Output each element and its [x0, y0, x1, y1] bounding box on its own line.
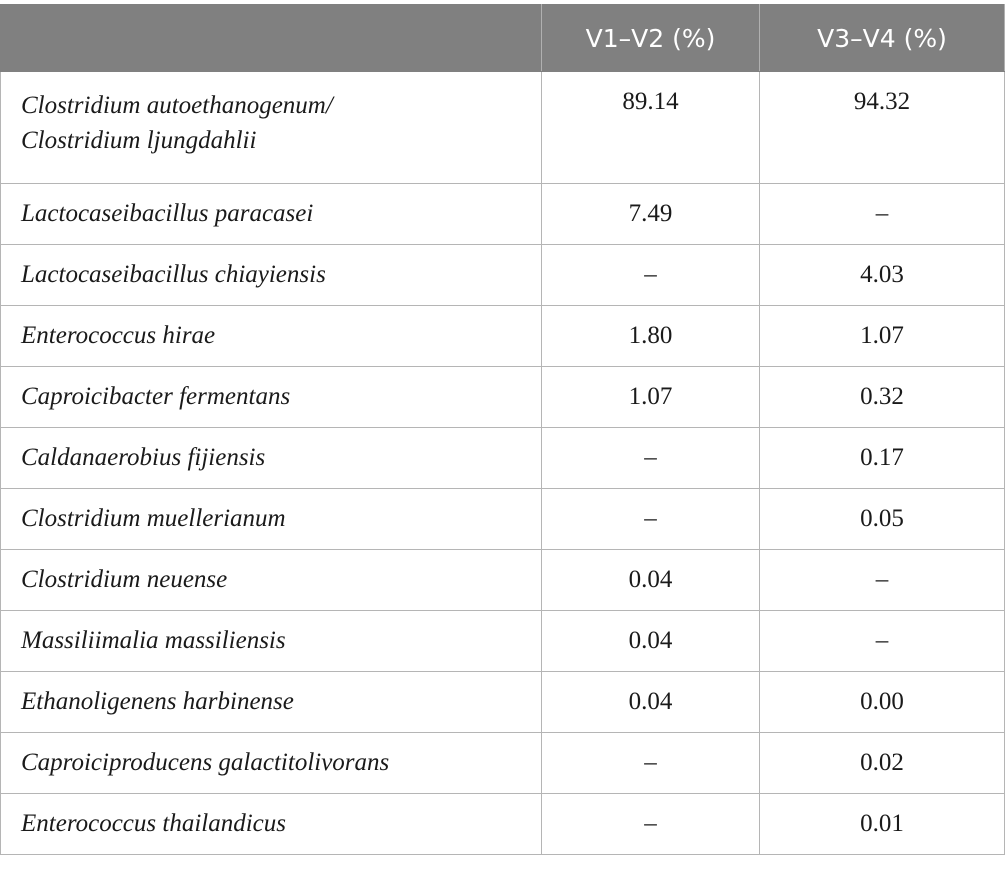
- table-row: [1, 306, 1005, 367]
- species-name: Enterococcus hirae: [1, 306, 542, 367]
- table-row: [1, 72, 1005, 184]
- v1-v2-value: –: [542, 733, 760, 794]
- species-name: Caldanaerobius fijiensis: [1, 428, 542, 489]
- species-name: Ethanoligenens harbinense: [1, 672, 542, 733]
- table-row: [1, 184, 1005, 245]
- v3-v4-value: 0.05: [760, 489, 1005, 550]
- table-body: [1, 72, 1005, 855]
- species-name: Lactocaseibacillus chiayiensis: [1, 245, 542, 306]
- v1-v2-value: –: [542, 428, 760, 489]
- species-name: [1, 72, 542, 184]
- v3-v4-value: 0.00: [760, 672, 1005, 733]
- table-header: [1, 5, 1005, 72]
- v1-v2-value: 89.14: [542, 72, 760, 184]
- species-name-line: Clostridium ljungdahlii: [21, 127, 257, 154]
- species-name: Massiliimalia massiliensis: [1, 611, 542, 672]
- table-row: [1, 245, 1005, 306]
- v3-v4-value: 1.07: [760, 306, 1005, 367]
- species-abundance-table: [0, 4, 1005, 855]
- species-name: Caproiciproducens galactitolivorans: [1, 733, 542, 794]
- table-row: [1, 611, 1005, 672]
- v3-v4-value: 0.17: [760, 428, 1005, 489]
- v3-v4-value: 0.32: [760, 367, 1005, 428]
- v3-v4-value: –: [760, 611, 1005, 672]
- header-row: [1, 5, 1005, 72]
- species-name: Clostridium neuense: [1, 550, 542, 611]
- table-row: [1, 489, 1005, 550]
- v3-v4-value: 4.03: [760, 245, 1005, 306]
- v1-v2-value: 7.49: [542, 184, 760, 245]
- v3-v4-value: –: [760, 550, 1005, 611]
- v1-v2-value: 0.04: [542, 611, 760, 672]
- v1-v2-value: –: [542, 794, 760, 855]
- table-row: [1, 550, 1005, 611]
- header-v3-v4: V3–V4 (%): [760, 5, 1005, 72]
- v1-v2-value: 0.04: [542, 672, 760, 733]
- table-row: [1, 428, 1005, 489]
- v3-v4-value: 0.02: [760, 733, 1005, 794]
- v1-v2-value: 0.04: [542, 550, 760, 611]
- v1-v2-value: 1.07: [542, 367, 760, 428]
- species-name: Clostridium muellerianum: [1, 489, 542, 550]
- v1-v2-value: –: [542, 489, 760, 550]
- species-name: Lactocaseibacillus paracasei: [1, 184, 542, 245]
- species-name: Enterococcus thailandicus: [1, 794, 542, 855]
- table-row: [1, 794, 1005, 855]
- table-row: [1, 733, 1005, 794]
- v3-v4-value: 94.32: [760, 72, 1005, 184]
- table-row: [1, 367, 1005, 428]
- header-v1-v2: V1–V2 (%): [542, 5, 760, 72]
- v1-v2-value: 1.80: [542, 306, 760, 367]
- v3-v4-value: 0.01: [760, 794, 1005, 855]
- v1-v2-value: –: [542, 245, 760, 306]
- header-species: [1, 5, 542, 72]
- v3-v4-value: –: [760, 184, 1005, 245]
- table-row: [1, 672, 1005, 733]
- species-name-line: Clostridium autoethanogenum/: [21, 92, 333, 119]
- species-name: Caproicibacter fermentans: [1, 367, 542, 428]
